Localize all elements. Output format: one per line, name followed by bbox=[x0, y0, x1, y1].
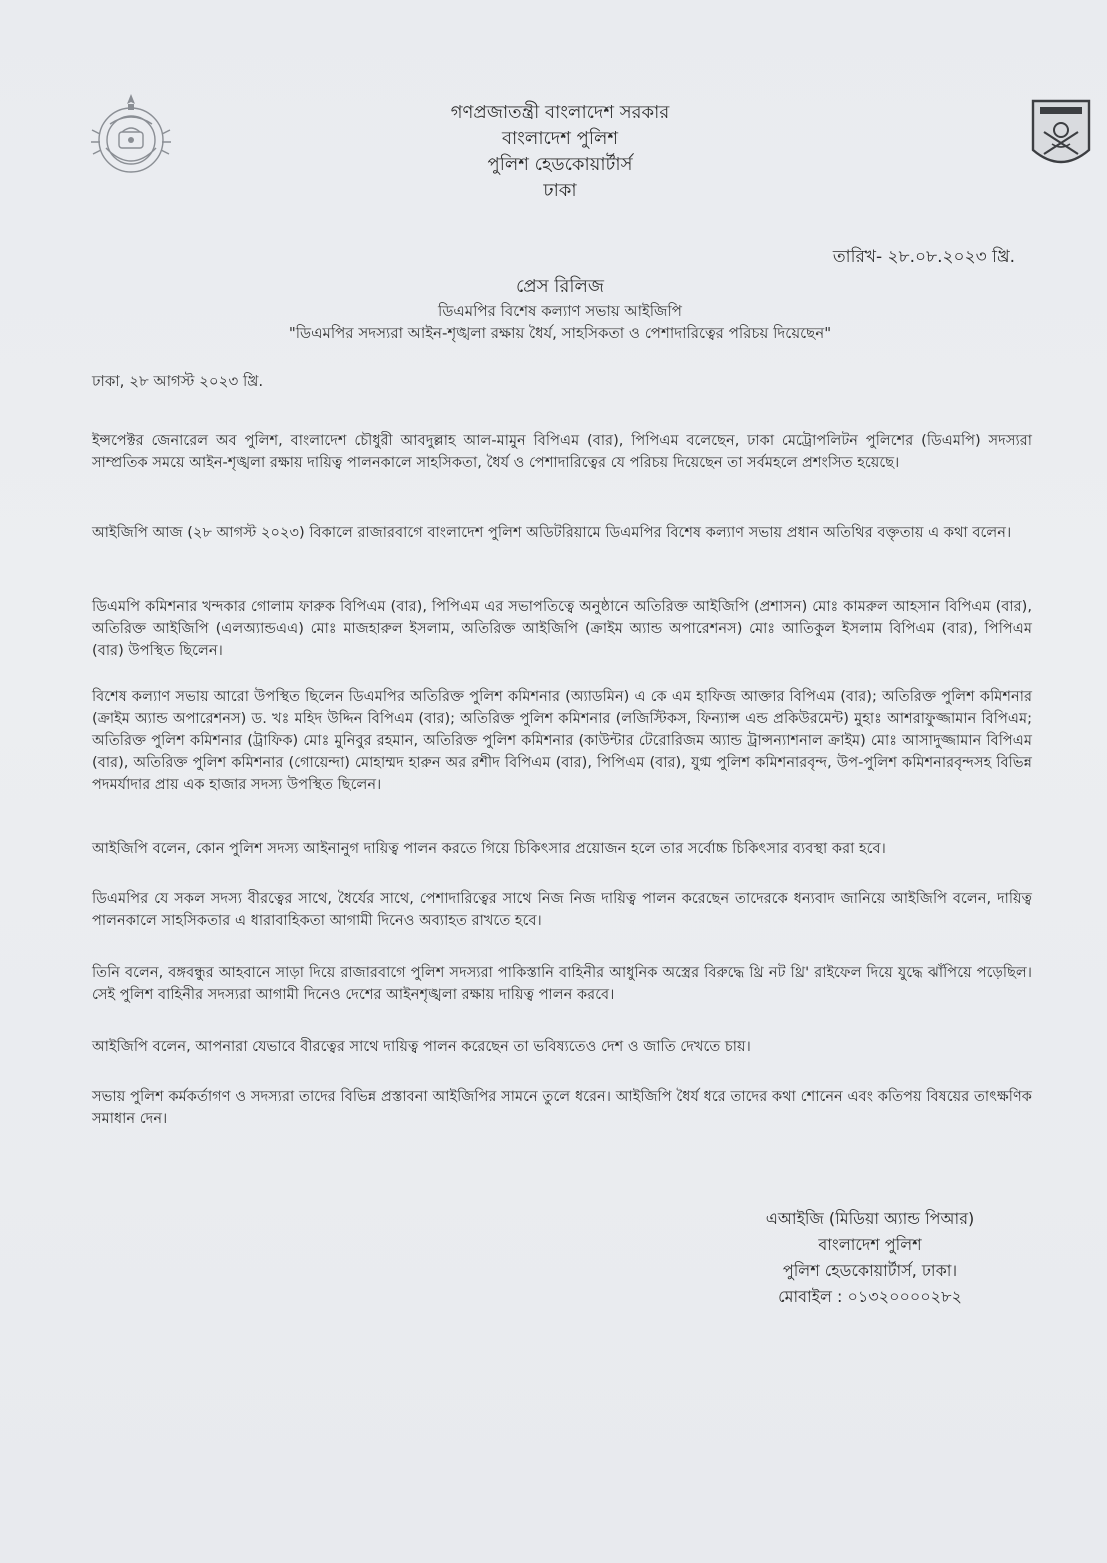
body-paragraph-5: আইজিপি বলেন, কোন পুলিশ সদস্য আইনানুগ দায়িত্ব পালন করতে গিয়ে চিকিৎসার প্রয়োজন হলে তার সর্বোচ্চ চিকিৎসার ব্যবস্থা করা হবে। bbox=[92, 840, 886, 857]
subtitle-line-2: "ডিএমপির সদস্যরা আইন-শৃঙ্খলা রক্ষায় ধৈর্য, সাহসিকতা ও পেশাদারিত্বের পরিচয় দিয়েছেন" bbox=[288, 324, 832, 342]
body-paragraph-7: তিনি বলেন, বঙ্গবন্ধুর আহবানে সাড়া দিয়ে রাজারবাগে পুলিশ সদস্যরা পাকিস্তানি বাহিনীর আধুনিক অস্ত্রের বিরুদ্ধে থ্রি নট থ্রি' রাইফেল দিয়ে যুদ্ধে ঝাঁপিয়ে পড়েছিল। সেই পুলিশ বাহিনীর সদস্যরা আগামী দিনেও দেশের আইনশৃঙ্খলা রক্ষায় দায়িত্ব পালন করবে। bbox=[92, 964, 1032, 1003]
body-paragraph-3: ডিএমপি কমিশনার খন্দকার গোলাম ফারুক বিপিএম (বার), পিপিএম এর সভাপতিত্বে অনুষ্ঠানে অতিরিক্ত আইজিপি (প্রশাসন) মোঃ কামরুল আহসান বিপিএম (বার), অতিরিক্ত আইজিপি (এলঅ্যান্ডএএ) মোঃ মাজহারুল ইসলাম, অতিরিক্ত আইজিপি (ক্রাইম অ্যান্ড অপারেশনস) মোঃ আতিকুল ইসলাম বিপিএম (বার), পিপিএম (বার) উপস্থিত ছিলেন। bbox=[92, 598, 1032, 659]
issue-date: তারিখ- ২৮.০৮.২০২৩ খ্রি. bbox=[832, 247, 1015, 267]
body-paragraph-8: আইজিপি বলেন, আপনারা যেভাবে বীরত্বের সাথে দায়িত্ব পালন করেছেন তা ভবিষ্যতেও দেশ ও জাতি দেখতে চায়। bbox=[92, 1038, 751, 1055]
dateline: ঢাকা, ২৮ আগস্ট ২০২৩ খ্রি. bbox=[92, 372, 264, 390]
shield-emblem-icon bbox=[1030, 98, 1092, 176]
signature-office: পুলিশ হেডকোয়ার্টার্স, ঢাকা। bbox=[782, 1261, 958, 1280]
body-paragraph-2: আইজিপি আজ (২৮ আগস্ট ২০২৩) বিকালে রাজারবাগে বাংলাদেশ পুলিশ অডিটরিয়ামে ডিএমপির বিশেষ কল্যাণ সভায় প্রধান অতিথির বক্তৃতায় এ কথা বলেন। bbox=[92, 524, 1012, 541]
letterhead-office: পুলিশ হেডকোয়ার্টার্স bbox=[487, 154, 633, 175]
letterhead-city: ঢাকা bbox=[543, 180, 577, 201]
body-paragraph-1: ইন্সপেক্টর জেনারেল অব পুলিশ, বাংলাদেশ চৌধুরী আবদুল্লাহ আল-মামুন বিপিএম (বার), পিপিএম বলেছেন, ঢাকা মেট্রোপলিটন পুলিশের (ডিএমপি) সদস্যরা সাম্প্রতিক সময়ে আইন-শৃঙ্খলা রক্ষায় দায়িত্ব পালনকালে সাহসিকতা, ধৈর্য ও পেশাদারিত্বের যে পরিচয় দিয়েছেন তা সর্বমহলে প্রশংসিত হয়েছে। bbox=[92, 432, 1032, 471]
body-paragraph-6: ডিএমপির যে সকল সদস্য বীরত্বের সাথে, ধৈর্যের সাথে, পেশাদারিত্বের সাথে নিজ নিজ দায়িত্ব পালন করেছেন তাদেরকে ধন্যবাদ জানিয়ে আইজিপি বলেন, দায়িত্ব পালনকালে সাহসিকতার এ ধারাবাহিকতা আগামী দিনেও অব্যাহত রাখতে হবে। bbox=[92, 890, 1032, 929]
letterhead bbox=[300, 100, 820, 204]
signature-designation: এআইজি (মিডিয়া অ্যান্ড পিআর) bbox=[765, 1209, 975, 1228]
letterhead-government: গণপ্রজাতন্ত্রী বাংলাদেশ সরকার bbox=[450, 102, 670, 123]
signature-block bbox=[700, 1206, 1040, 1310]
subtitle-line-1: ডিএমপির বিশেষ কল্যাণ সভায় আইজিপি bbox=[438, 302, 682, 320]
signature-department: বাংলাদেশ পুলিশ bbox=[818, 1235, 922, 1254]
body-paragraph-4: বিশেষ কল্যাণ সভায় আরো উপস্থিত ছিলেন ডিএমপির অতিরিক্ত পুলিশ কমিশনার (অ্যাডমিন) এ কে এম হাফিজ আক্তার বিপিএম (বার); অতিরিক্ত পুলিশ কমিশনার (ক্রাইম অ্যান্ড অপারেশনস) ড. খঃ মহিদ উদ্দিন বিপিএম (বার); অতিরিক্ত পুলিশ কমিশনার (লজিস্টিকস, ফিন্যান্স এন্ড প্রকিউরমেন্ট) মুহাঃ আশরাফুজ্জামান বিপিএম; অতিরিক্ত পুলিশ কমিশনার (ট্রাফিক) মোঃ মুনিবুর রহমান, অতিরিক্ত পুলিশ কমিশনার (কাউন্টার টেরোরিজম অ্যান্ড ট্রান্সন্যাশনাল ক্রাইম) মোঃ আসাদুজ্জামান বিপিএম (বার), অতিরিক্ত পুলিশ কমিশনার (গোয়েন্দা) মোহাম্মদ হারুন অর রশীদ বিপিএম (বার), পিপিএম (বার), যুগ্ম পুলিশ কমিশনারবৃন্দ, উপ-পুলিশ কমিশনারবৃন্দসহ বিভিন্ন পদমর্যাদার প্রায় এক হাজার সদস্য উপস্থিত ছিলেন। bbox=[92, 688, 1032, 793]
letterhead-department: বাংলাদেশ পুলিশ bbox=[501, 128, 619, 149]
body-paragraph-9: সভায় পুলিশ কর্মকর্তাগণ ও সদস্যরা তাদের বিভিন্ন প্রস্তাবনা আইজিপির সামনে তুলে ধরেন। আইজিপি ধৈর্য ধরে তাদের কথা শোনেন এবং কতিপয় বিষয়ের তাৎক্ষণিক সমাধান দেন। bbox=[92, 1088, 1032, 1127]
police-crest-icon bbox=[86, 90, 176, 178]
release-subtitle bbox=[150, 300, 970, 344]
signature-mobile: মোবাইল : ০১৩২০০০০২৮২ bbox=[778, 1287, 962, 1306]
document-title: প্রেস রিলিজ bbox=[515, 276, 605, 297]
